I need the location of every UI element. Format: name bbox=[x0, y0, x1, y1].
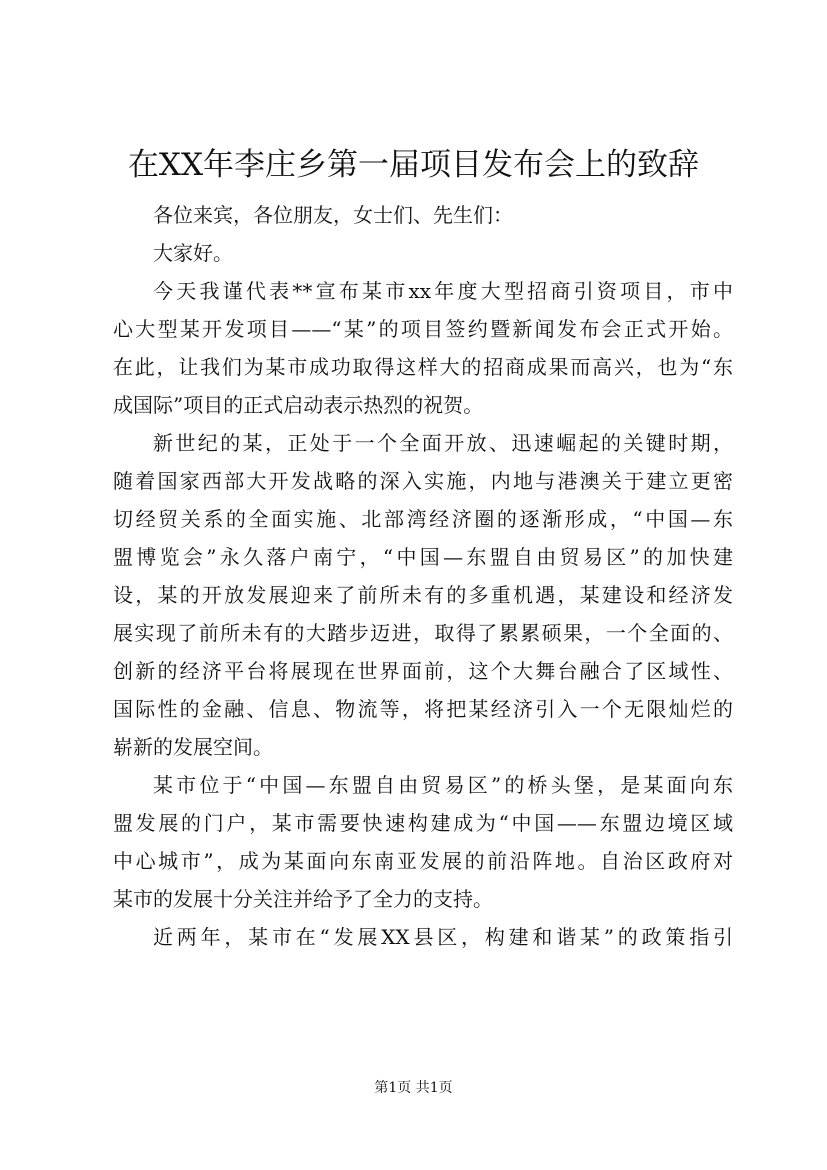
document-title: 在XX年李庄乡第一届项目发布会上的致辞 bbox=[127, 147, 700, 183]
page-number-footer: 第1页 共1页 bbox=[374, 1080, 453, 1096]
paragraph-2-line-5: 设，某的开放发展迎来了前所未有的多重机遇，某建设和经济发 bbox=[113, 583, 733, 607]
document-body bbox=[113, 196, 733, 956]
paragraph-2-line-1: 新世纪的某，正处于一个全面开放、迅速崛起的关键时期， bbox=[153, 431, 733, 455]
paragraph-3-line-1: 某市位于“中国—东盟自由贸易区”的桥头堡，是某面向东 bbox=[153, 773, 733, 797]
paragraph-2-line-4: 盟博览会”永久落户南宁，“中国—东盟自由贸易区”的加快建 bbox=[113, 545, 733, 569]
paragraph-4-line-1: 近两年，某市在“发展XX县区，构建和谐某”的政策指引 bbox=[153, 925, 733, 949]
paragraph-3-line-4: 某市的发展十分关注并给予了全力的支持。 bbox=[113, 887, 493, 911]
paragraph-2-line-9: 崭新的发展空间。 bbox=[113, 735, 273, 759]
paragraph-1-line-2: 心大型某开发项目——“某”的项目签约暨新闻发布会正式开始。 bbox=[113, 317, 733, 341]
paragraph-1-line-4: 成国际”项目的正式启动表示热烈的祝贺。 bbox=[113, 393, 484, 417]
paragraph-1-line-3: 在此，让我们为某市成功取得这样大的招商成果而高兴，也为“东 bbox=[113, 355, 733, 379]
paragraph-1-line-1: 今天我谨代表**宣布某市xx年度大型招商引资项目，市中 bbox=[153, 279, 733, 303]
greeting-line: 大家好。 bbox=[153, 241, 233, 265]
salutation-line: 各位来宾，各位朋友，女士们、先生们： bbox=[153, 203, 513, 227]
paragraph-2-line-3: 切经贸关系的全面实施、北部湾经济圈的逐渐形成，“中国—东 bbox=[113, 507, 733, 531]
paragraph-2-line-7: 创新的经济平台将展现在世界面前，这个大舞台融合了区域性、 bbox=[113, 659, 733, 683]
paragraph-2-line-6: 展实现了前所未有的大踏步迈进，取得了累累硕果，一个全面的、 bbox=[113, 621, 733, 645]
paragraph-3-line-2: 盟发展的门户，某市需要快速构建成为“中国——东盟边境区域 bbox=[113, 811, 733, 835]
paragraph-2-line-2: 随着国家西部大开发战略的深入实施，内地与港澳关于建立更密 bbox=[113, 469, 733, 493]
paragraph-2-line-8: 国际性的金融、信息、物流等，将把某经济引入一个无限灿烂的 bbox=[113, 697, 733, 721]
paragraph-3-line-3: 中心城市”，成为某面向东南亚发展的前沿阵地。自治区政府对 bbox=[113, 849, 733, 873]
